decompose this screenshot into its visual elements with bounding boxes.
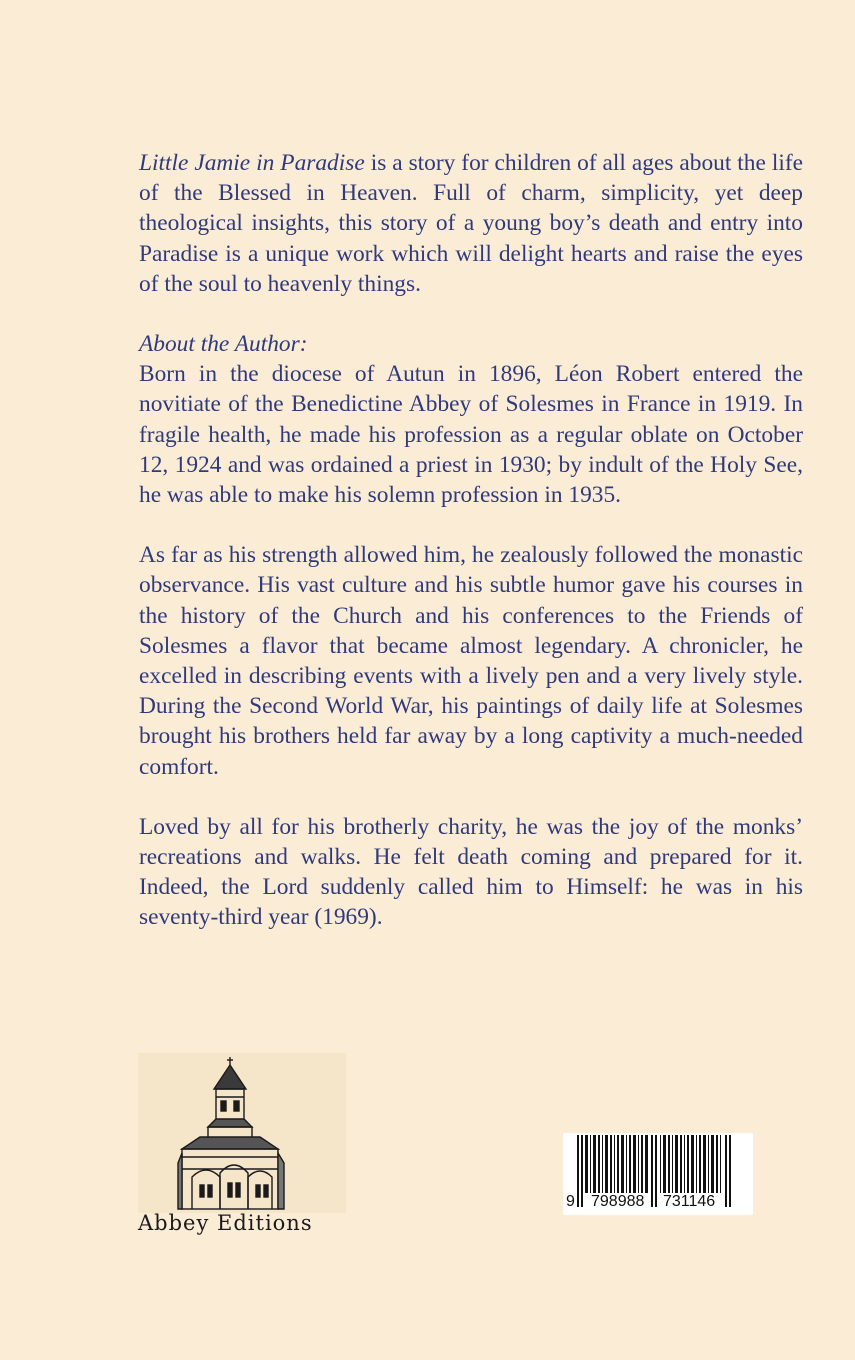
barcode-digit-first: 9 bbox=[566, 1193, 575, 1210]
back-cover-text bbox=[139, 148, 803, 933]
about-paragraph-3: Loved by all for his brotherly charity, he was the joy of the monks’ recreations and walks. He felt death coming and prepared for it. Indeed, the Lord suddenly called him to Himself: he was in his seventy-third year (1969). bbox=[139, 813, 803, 931]
barcode-group-1: 798988 bbox=[591, 1193, 645, 1210]
book-title: Little Jamie in Paradise bbox=[139, 150, 365, 176]
publisher-name: Abbey Editions bbox=[138, 1211, 313, 1235]
isbn-barcode bbox=[563, 1133, 753, 1215]
abbey-church-icon bbox=[138, 1053, 346, 1213]
about-paragraph-2: As far as his strength allowed him, he zealously followed the monastic observance. His vast culture and his subtle humor gave his courses in the history of the Church and his conferences to the Friends of Solesmes a flavor that became almost legendary. A chronicler, he excelled in describing events with a lively pen and a very lively style. During the Second World War, his paintings of daily life at Solesmes brought his brothers held far away by a long captivity a much-needed comfort. bbox=[139, 542, 803, 780]
barcode-group-2: 731146 bbox=[663, 1193, 716, 1210]
about-heading: About the Author: bbox=[139, 331, 308, 358]
blurb-paragraph bbox=[139, 148, 803, 299]
about-paragraph-1: Born in the diocese of Autun in 1896, Léon Robert entered the novitiate of the Benedictine Abbey of Solesmes in France in 1919. In fragile health, he made his profession as a regular oblate on October 12, 1924 and was ordained a priest in 1930; by indult of the Holy See, he was able to make his solemn profession in 1935. bbox=[139, 361, 803, 509]
blurb-text: is a story for children of all ages about the life of the Blessed in Heaven. Full of charm, simplicity, yet deep theological insights, this story of a young boy’s death and entry into Paradise is a unique work which will delight hearts and raise the eyes of the soul to heavenly things. bbox=[139, 150, 804, 297]
